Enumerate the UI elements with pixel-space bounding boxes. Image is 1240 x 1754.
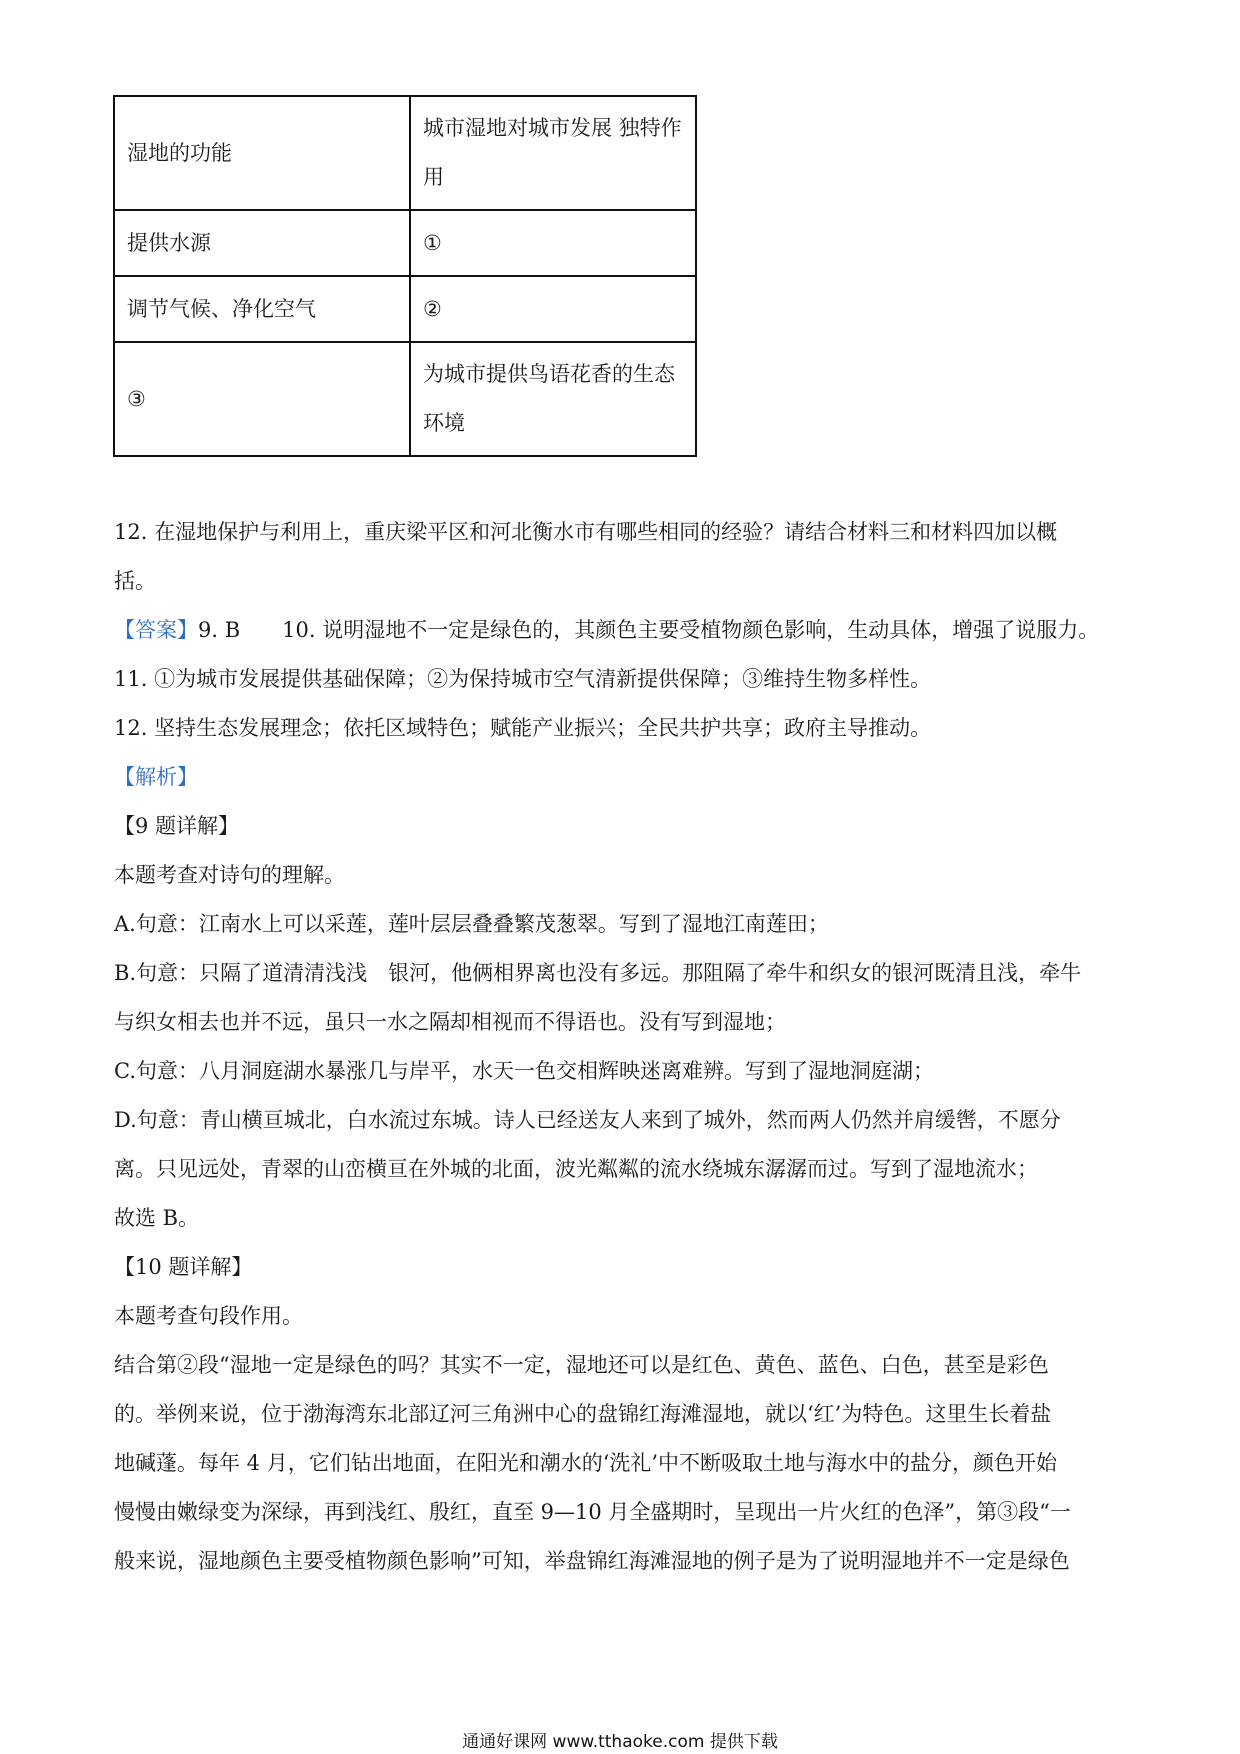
analysis-line: 地碱蓬。每年 4 月，它们钻出地面，在阳光和潮水的‘洗礼’中不断吸取土地与海水中的盐分，颜色开始 — [114, 1451, 1058, 1475]
table-row — [114, 210, 696, 276]
table-cell: 提供水源 — [114, 210, 410, 276]
analysis-line: 结合第②段“湿地一定是绿色的吗？其实不一定，湿地还可以是红色、黄色、蓝色、白色，甚至是彩色 — [114, 1353, 1049, 1377]
analysis-tag: 【解析】 — [114, 765, 198, 789]
q9-detail-title: 【9 题详解】 — [114, 814, 240, 838]
table-cell: ② — [410, 276, 696, 342]
analysis-line: A.句意：江南水上可以采莲，莲叶层层叠叠繁茂葱翠。写到了湿地江南莲田； — [114, 912, 829, 936]
question-answer-section — [114, 508, 1134, 1586]
analysis-line: 慢慢由嫩绿变为深绿，再到浅红、殷红，直至 9—10 月全盛期时，呈现出一片火红的色泽”，第③段“一 — [114, 1500, 1071, 1524]
analysis-line: 故选 B。 — [114, 1206, 200, 1230]
question-12-line: 12. 在湿地保护与利用上，重庆梁平区和河北衡水市有哪些相同的经验？请结合材料三和材料四加以概 — [114, 520, 1058, 544]
answer-text: 9. B 10. 说明湿地不一定是绿色的，其颜色主要受植物颜色影响，生动具体，增强了说服力。 — [198, 618, 1100, 642]
table-row — [114, 342, 696, 456]
page-footer: 通通好课网 www.tthaoke.com 提供下载 — [462, 1732, 778, 1752]
analysis-line: D.句意：青山横亘城北，白水流过东城。诗人已经送友人来到了城外，然而两人仍然并肩缓辔，不愿分 — [114, 1108, 1061, 1132]
analysis-line: 的。举例来说，位于渤海湾东北部辽河三角洲中心的盘锦红海滩湿地，就以‘红’为特色。这里生长着盐 — [114, 1402, 1052, 1426]
analysis-line: 与织女相去也并不远，虽只一水之隔却相视而不得语也。没有写到湿地； — [114, 1010, 786, 1034]
analysis-line: 本题考查对诗句的理解。 — [114, 863, 345, 887]
answer-line: 11. ①为城市发展提供基础保障；②为保持城市空气清新提供保障；③维持生物多样性。 — [114, 667, 932, 691]
table-row — [114, 276, 696, 342]
answer-line — [114, 606, 1134, 655]
analysis-line: 离。只见远处，青翠的山峦横亘在外城的北面，波光粼粼的流水绕城东潺潺而过。写到了湿地流水； — [114, 1157, 1038, 1181]
table-cell: 调节气候、净化空气 — [114, 276, 410, 342]
q10-detail-title: 【10 题详解】 — [114, 1255, 253, 1279]
table-cell: 城市湿地对城市发展 独特作用 — [410, 96, 696, 210]
analysis-line: 本题考查句段作用。 — [114, 1304, 303, 1328]
wetland-function-table — [113, 95, 697, 457]
table-cell: ① — [410, 210, 696, 276]
table-cell: 为城市提供鸟语花香的生态环境 — [410, 342, 696, 456]
table-header-row — [114, 96, 696, 210]
table-cell: 湿地的功能 — [114, 96, 410, 210]
analysis-line: 般来说，湿地颜色主要受植物颜色影响”可知，举盘锦红海滩湿地的例子是为了说明湿地并不一定是绿色 — [114, 1549, 1070, 1573]
question-12-line: 括。 — [114, 569, 156, 593]
answer-line: 12. 坚持生态发展理念；依托区域特色；赋能产业振兴；全民共护共享；政府主导推动。 — [114, 716, 932, 740]
answer-tag: 【答案】 — [114, 618, 198, 642]
analysis-line: C.句意：八月洞庭湖水暴涨几与岸平，水天一色交相辉映迷离难辨。写到了湿地洞庭湖； — [114, 1059, 934, 1083]
table-cell: ③ — [114, 342, 410, 456]
analysis-line: B.句意：只隔了道清清浅浅 银河，他俩相界离也没有多远。那阻隔了牵牛和织女的银河既清且浅，牵牛 — [114, 961, 1082, 985]
